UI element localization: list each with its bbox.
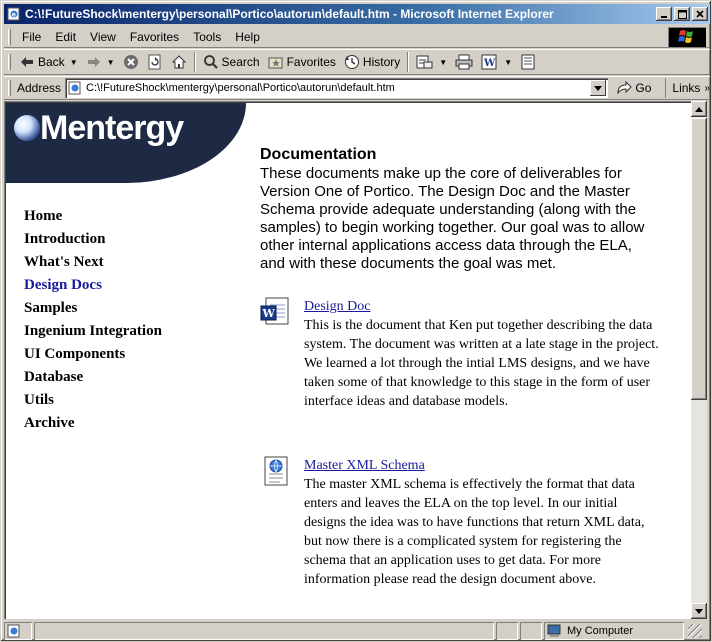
address-dropdown-button[interactable] (590, 80, 606, 96)
menu-tools[interactable]: Tools (193, 29, 222, 44)
forward-arrow-icon (86, 55, 102, 69)
menu-view[interactable]: View (90, 29, 116, 44)
home-icon (171, 54, 187, 70)
nav-ui-components[interactable]: UI Components (24, 346, 126, 362)
back-dropdown-icon[interactable]: ▼ (69, 57, 78, 67)
menu-edit[interactable]: Edit (55, 29, 77, 44)
nav-whats-next[interactable]: What's Next (24, 254, 104, 270)
site-nav (24, 207, 162, 437)
scroll-down-button[interactable] (691, 603, 707, 619)
status-pane-3 (520, 622, 542, 640)
links-button[interactable] (665, 78, 710, 98)
search-button[interactable] (199, 51, 264, 73)
nav-home[interactable]: Home (24, 208, 63, 224)
windows-logo-throbber (668, 27, 706, 47)
minimize-icon (660, 10, 668, 18)
title-bar (4, 4, 710, 24)
favorites-icon (268, 54, 284, 70)
back-label: Back (38, 55, 65, 69)
toolbar-grip[interactable] (8, 54, 11, 70)
nav-database[interactable]: Database (24, 369, 84, 385)
discuss-icon (520, 54, 536, 70)
main-section (260, 145, 660, 273)
stop-button[interactable] (119, 51, 143, 73)
status-bar (4, 621, 710, 640)
nav-ingenium-integration[interactable]: Ingenium Integration (24, 323, 162, 339)
mail-icon (416, 54, 434, 70)
doc-entry-master-xml-schema (260, 456, 660, 589)
scroll-thumb[interactable] (691, 118, 707, 400)
page-content (4, 101, 691, 619)
master-xml-schema-description: The master XML schema is effectively the format that data enters and leaves the ELA on the top level. In our initial designs the idea was to have functions that return XML data, but now there is a complicated system for registering the schema that an application uses to get data. For more information please read the design document above. (304, 477, 645, 587)
window-title: C:\!FutureShock\mentergy\personal\Portico\autorun\default.htm - Microsoft Internet Explorer (25, 7, 554, 21)
favorites-label: Favorites (286, 55, 336, 69)
nav-utils[interactable]: Utils (24, 392, 54, 408)
nav-archive[interactable]: Archive (24, 415, 75, 431)
xml-document-icon[interactable] (260, 456, 292, 488)
address-label: Address (17, 81, 62, 95)
svg-text:e: e (11, 11, 16, 19)
status-text-pane (34, 622, 494, 640)
favorites-button[interactable] (264, 51, 340, 73)
master-xml-schema-link[interactable]: Master XML Schema (304, 458, 425, 473)
chevron-right-icon: » (704, 82, 710, 94)
toolbar-grip[interactable] (8, 29, 11, 45)
maximize-button[interactable] (674, 7, 690, 21)
print-icon (455, 54, 473, 70)
forward-dropdown-icon[interactable]: ▼ (106, 57, 115, 67)
nav-design-docs[interactable]: Design Docs (24, 277, 102, 293)
edit-dropdown-icon[interactable]: ▼ (504, 57, 513, 67)
close-icon (696, 10, 704, 18)
word-document-icon[interactable] (260, 297, 292, 329)
address-url[interactable]: C:\!FutureShock\mentergy\personal\Portico\autorun\default.htm (86, 82, 395, 94)
go-button[interactable] (616, 81, 651, 95)
edit-word-button[interactable] (477, 51, 516, 73)
menu-favorites[interactable]: Favorites (129, 29, 180, 44)
ie-page-icon (7, 624, 21, 638)
back-button[interactable] (15, 51, 82, 73)
minimize-button[interactable] (656, 7, 672, 21)
chevron-down-icon (594, 86, 602, 91)
nav-introduction[interactable]: Introduction (24, 231, 106, 247)
search-icon (203, 54, 219, 70)
menu-help[interactable]: Help (235, 29, 260, 44)
back-arrow-icon (19, 55, 35, 69)
vertical-scrollbar[interactable] (691, 101, 707, 619)
refresh-icon (147, 54, 163, 70)
ie-page-icon (6, 6, 22, 22)
print-button[interactable] (451, 51, 477, 73)
chevron-down-icon (695, 609, 703, 614)
page-heading: Documentation (260, 146, 377, 163)
standard-toolbar (4, 49, 710, 75)
status-zone-label: My Computer (567, 624, 634, 637)
status-zone-pane (544, 622, 684, 640)
toolbar-separator (407, 52, 409, 72)
status-page-pane (4, 622, 32, 640)
links-label: Links (672, 81, 701, 95)
mentergy-logo-banner (6, 103, 246, 183)
my-computer-icon (547, 624, 563, 638)
history-label: History (362, 55, 401, 69)
refresh-button[interactable] (143, 51, 167, 73)
menu-file[interactable]: File (22, 29, 42, 44)
ie-page-icon (68, 81, 82, 95)
maximize-icon (678, 10, 687, 19)
svg-text:W: W (484, 58, 496, 69)
toolbar-separator (194, 52, 196, 72)
mentergy-orb-icon (14, 115, 40, 141)
address-bar (4, 76, 710, 100)
windows-flag-icon (677, 28, 697, 46)
mail-button[interactable] (412, 51, 451, 73)
logo-text: Mentergy (40, 109, 184, 147)
go-arrow-icon (616, 81, 632, 95)
address-input[interactable] (65, 78, 608, 98)
discuss-button[interactable] (516, 51, 540, 73)
close-button[interactable] (692, 7, 708, 21)
home-button[interactable] (167, 51, 191, 73)
stop-icon (123, 54, 139, 70)
status-pane-2 (496, 622, 518, 640)
resize-grip[interactable] (688, 624, 702, 638)
history-button[interactable] (340, 51, 404, 73)
history-icon (344, 54, 360, 70)
menu-bar (4, 26, 710, 48)
intro-paragraph: These documents make up the core of deliverables for Version One of Portico. The Design Doc and the Master Schema provide adequate understanding (along with the samples) to begin working together. Our goal was to allow other internal applications access data through the ELA, and with these documents the goal was met. (260, 165, 645, 272)
mail-dropdown-icon[interactable]: ▼ (439, 57, 448, 67)
go-label: Go (635, 81, 652, 95)
search-label: Search (221, 55, 260, 69)
svg-text:W: W (262, 307, 275, 320)
chevron-up-icon (695, 107, 703, 112)
scroll-up-button[interactable] (691, 101, 707, 117)
design-doc-description: This is the document that Ken put together describing the data system. The document was written at a late stage in the project. We learned a lot through the intial LMS designs, and we have taken some of that knowledge to this stage in the form of user interface ideas and database models. (304, 318, 659, 409)
nav-samples[interactable]: Samples (24, 300, 78, 316)
doc-entry-design-doc (260, 297, 660, 411)
word-edit-icon (481, 54, 499, 70)
design-doc-link[interactable]: Design Doc (304, 299, 371, 314)
forward-button[interactable] (82, 51, 119, 73)
toolbar-grip[interactable] (8, 80, 11, 96)
